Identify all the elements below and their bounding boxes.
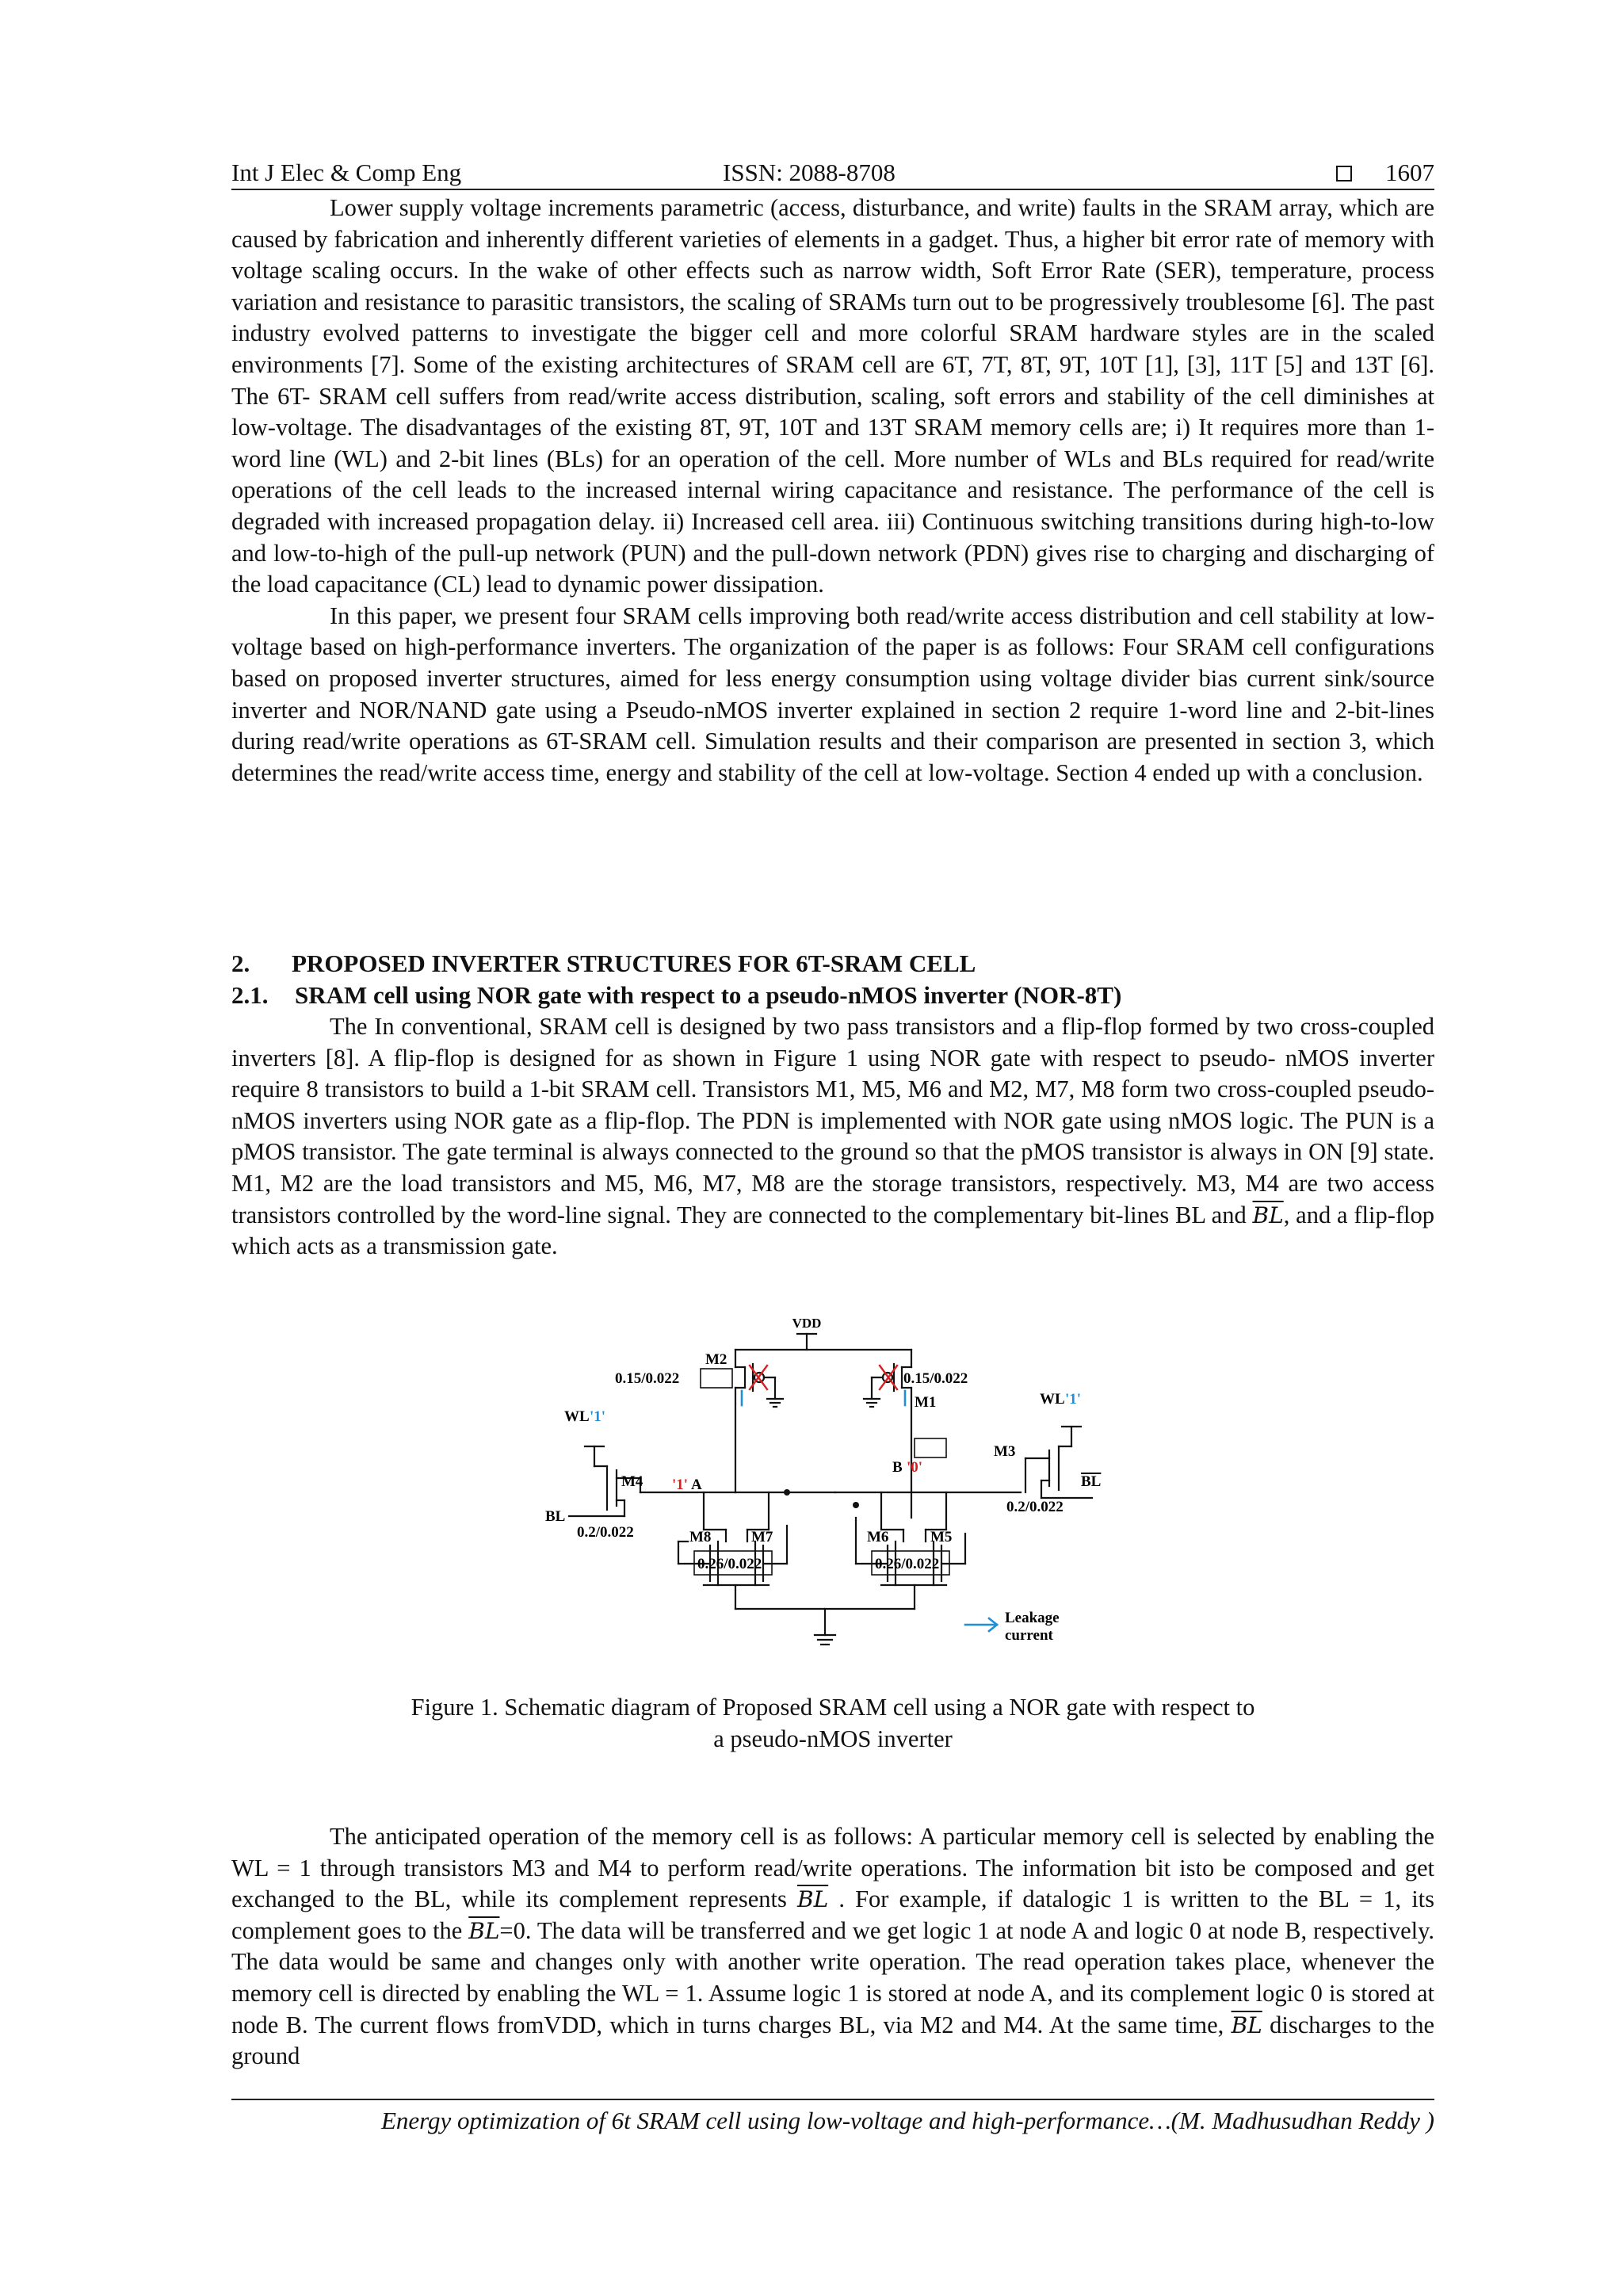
- op-text-3: =0. The data will be transferred and we get logic 1 at node A and logic 0 at node B, respectively. The data would be same and changes only with another write operation. The read operation takes place, whenever the memory cell is directed by enabling the WL = 1. Assume logic 1 is stored at node A, and its complement logic 0 is stored at node B. The current flows fromVDD, which in turns charges BL, via M2 and M4. At the same time,: [231, 1916, 1434, 2038]
- caption-line-2: a pseudo-nMOS inverter: [713, 1725, 953, 1752]
- bl-left-label: BL: [545, 1508, 566, 1525]
- footer-citation: Energy optimization of 6t SRAM cell using low-voltage and high-performance…(M. Madhusudhan Reddy ): [380, 2107, 1434, 2134]
- subsection-title: SRAM cell using NOR gate with respect to a pseudo-nMOS inverter (NOR-8T): [295, 981, 1122, 1009]
- caption-line-1: Figure 1. Schematic diagram of Proposed SRAM cell using a NOR gate with respect to: [411, 1694, 1255, 1721]
- wl-right-value: '1': [1065, 1391, 1082, 1408]
- leakage-arrows: [742, 1391, 997, 1631]
- m2-label: M2: [705, 1351, 727, 1368]
- m7m8-size-label: 0.26/0.022: [697, 1556, 762, 1572]
- bl-bar-symbol: $\overline{BL}$: [1252, 1201, 1284, 1228]
- header-rule: [231, 189, 1434, 190]
- wl-right-label: WL: [1040, 1391, 1065, 1408]
- issn: ISSN: 2088-8708: [723, 159, 896, 186]
- node-b-value: '0': [907, 1459, 923, 1476]
- intro-text: [231, 193, 1434, 789]
- square-bullet-icon: [1336, 166, 1352, 181]
- subsection-heading: [231, 980, 1121, 1011]
- node-b-label: B: [892, 1459, 903, 1476]
- m7-label: M7: [751, 1529, 773, 1545]
- section-title: PROPOSED INVERTER STRUCTURES FOR 6T-SRAM CELL: [292, 949, 976, 977]
- page-number-group: [1336, 155, 1434, 190]
- m5-label: M5: [930, 1529, 953, 1545]
- m3-label: M3: [994, 1443, 1016, 1460]
- subsection-number: 2.1.: [231, 981, 269, 1009]
- m8-label: M8: [689, 1529, 712, 1545]
- m4-size-label: 0.2/0.022: [577, 1524, 634, 1541]
- op-text-2: . For example, if datalogic 1 is written to the BL = 1, its complement goes to the: [231, 1885, 1435, 1944]
- figure-caption: [231, 1691, 1434, 1755]
- page-number: 1607: [1385, 159, 1434, 186]
- section-number: 2.: [231, 949, 250, 977]
- section-2-1-paragraph: [231, 1011, 1434, 1263]
- m1-size-label: 0.15/0.022: [903, 1370, 968, 1387]
- operation-paragraph: [231, 1821, 1434, 2073]
- m4-label: M4: [621, 1473, 643, 1490]
- m3-size-label: 0.2/0.022: [1006, 1499, 1064, 1515]
- wl-left-value: '1': [590, 1408, 606, 1425]
- sram-schematic-figure: [545, 1312, 1116, 1672]
- operation-text: [231, 1821, 1434, 2073]
- intro-paragraph-1: Lower supply voltage increments parametric (access, disturbance, and write) faults in the SRAM array, which are caused by fabrication and inherently different varieties of elements in a gadget. Thus, a higher bit error rate of memory with voltage scaling occurs. In the wake of other effects such as narrow width, Soft Error Rate (SER), temperature, process variation and resistance to parasitic transistors, the scaling of SRAMs turn out to be progressively troublesome [6]. The past industry evolved patterns to investigate the bigger cell and more colorful SRAM hardware styles are in the scaled environments [7]. Some of the existing architectures of SRAM cell are 6T, 7T, 8T, 9T, 10T [1], [3], 11T [5] and 13T [6]. The 6T- SRAM cell suffers from read/write access distribution, scaling, soft errors and stability of the cell diminishes at low-voltage. The disadvantages of the existing 8T, 9T, 10T and 13T SRAM memory cells are; i) It requires more than 1-word line (WL) and 2-bit lines (BLs) for an operation of the cell. More number of WLs and BLs required for read/write operations of the cell leads to the increased internal wiring capacitance and resistance. The performance of the cell is degraded with increased propagation delay. ii) Increased cell area. iii) Continuous switching transitions during high-to-low and low-to-high of the pull-up network (PUN) and the pull-down network (PDN) gives rise to charging and discharging of the load capacitance (CL) lead to dynamic power dissipation.: [231, 194, 1434, 598]
- para-text-a: The In conventional, SRAM cell is designed by two pass transistors and a flip-flop formed by two cross-coupled inverters [8]. A flip-flop is designed for as shown in Figure 1 using NOR gate with respect to pseudo- nMOS inverter require 8 transistors to build a 1-bit SRAM cell. Transistors M1, M5, M6 and M2, M7, M8 form two cross-coupled pseudo-nMOS inverters using NOR gate as a flip-flop. The PDN is implemented with NOR gate using nMOS logic. The PUN is a pMOS transistor. The gate terminal is always connected to the ground so that the pMOS transistor is always in ON [9] state. M1, M2 are the load transistors and M5, M6, M7, M8 are the storage transistors, respectively. M3, M4 are two access transistors controlled by the word-line signal. They are connected to the complementary bit-lines BL and: [231, 1013, 1434, 1228]
- wl-left-label: WL: [564, 1408, 590, 1425]
- bl-bar-symbol: $\overline{BL}$: [1231, 2011, 1262, 2038]
- bl-right-label: BL: [1081, 1473, 1102, 1490]
- section-2-1-text: [231, 1011, 1434, 1263]
- journal-name: Int J Elec & Comp Eng: [231, 159, 462, 186]
- m6-label: M6: [867, 1529, 889, 1545]
- m2-size-label: 0.15/0.022: [615, 1370, 680, 1387]
- m1-label: M1: [915, 1394, 937, 1411]
- section-heading: [231, 948, 976, 980]
- op-text-4: discharges to the ground: [231, 2011, 1435, 2070]
- legend-current: current: [1005, 1627, 1053, 1644]
- m5m6-size-label: 0.26/0.022: [875, 1556, 940, 1572]
- legend-leakage: Leakage: [1005, 1610, 1060, 1626]
- footer-rule: [231, 2099, 1434, 2100]
- bl-bar-symbol: $\overline{BL}$: [797, 1886, 829, 1913]
- node-a-value: '1': [672, 1477, 689, 1493]
- vdd-label: VDD: [792, 1316, 822, 1331]
- running-header: [231, 155, 1434, 190]
- op-text-1: The anticipated operation of the memory cell is as follows: A particular memory cell is selected by enabling the WL = 1 through transistors M3 and M4 to perform read/write operations. The information bit isto be composed and get exchanged to the BL, while its complement represents: [231, 1823, 1434, 1913]
- intro-paragraph-2: In this paper, we present four SRAM cells improving both read/write access distribution and cell stability at low-voltage based on high-performance inverters. The organization of the paper is as follows: Four SRAM cell configurations based on proposed inverter structures, aimed for less energy consumption using voltage divider bias current sink/source inverter and NOR/NAND gate using a Pseudo-nMOS inverter explained in section 2 require 1-word line and 2-bit-lines during read/write operations as 6T-SRAM cell. Simulation results and their comparison are presented in section 3, which determines the read/write access time, energy and stability of the cell at low-voltage. Section 4 ended up with a conclusion.: [231, 602, 1434, 786]
- bl-bar-symbol: $\overline{BL}$: [468, 1917, 500, 1944]
- node-a-label: A: [691, 1477, 702, 1493]
- para-text-b: , and a flip-flop which acts as a transmission gate.: [231, 1201, 1434, 1260]
